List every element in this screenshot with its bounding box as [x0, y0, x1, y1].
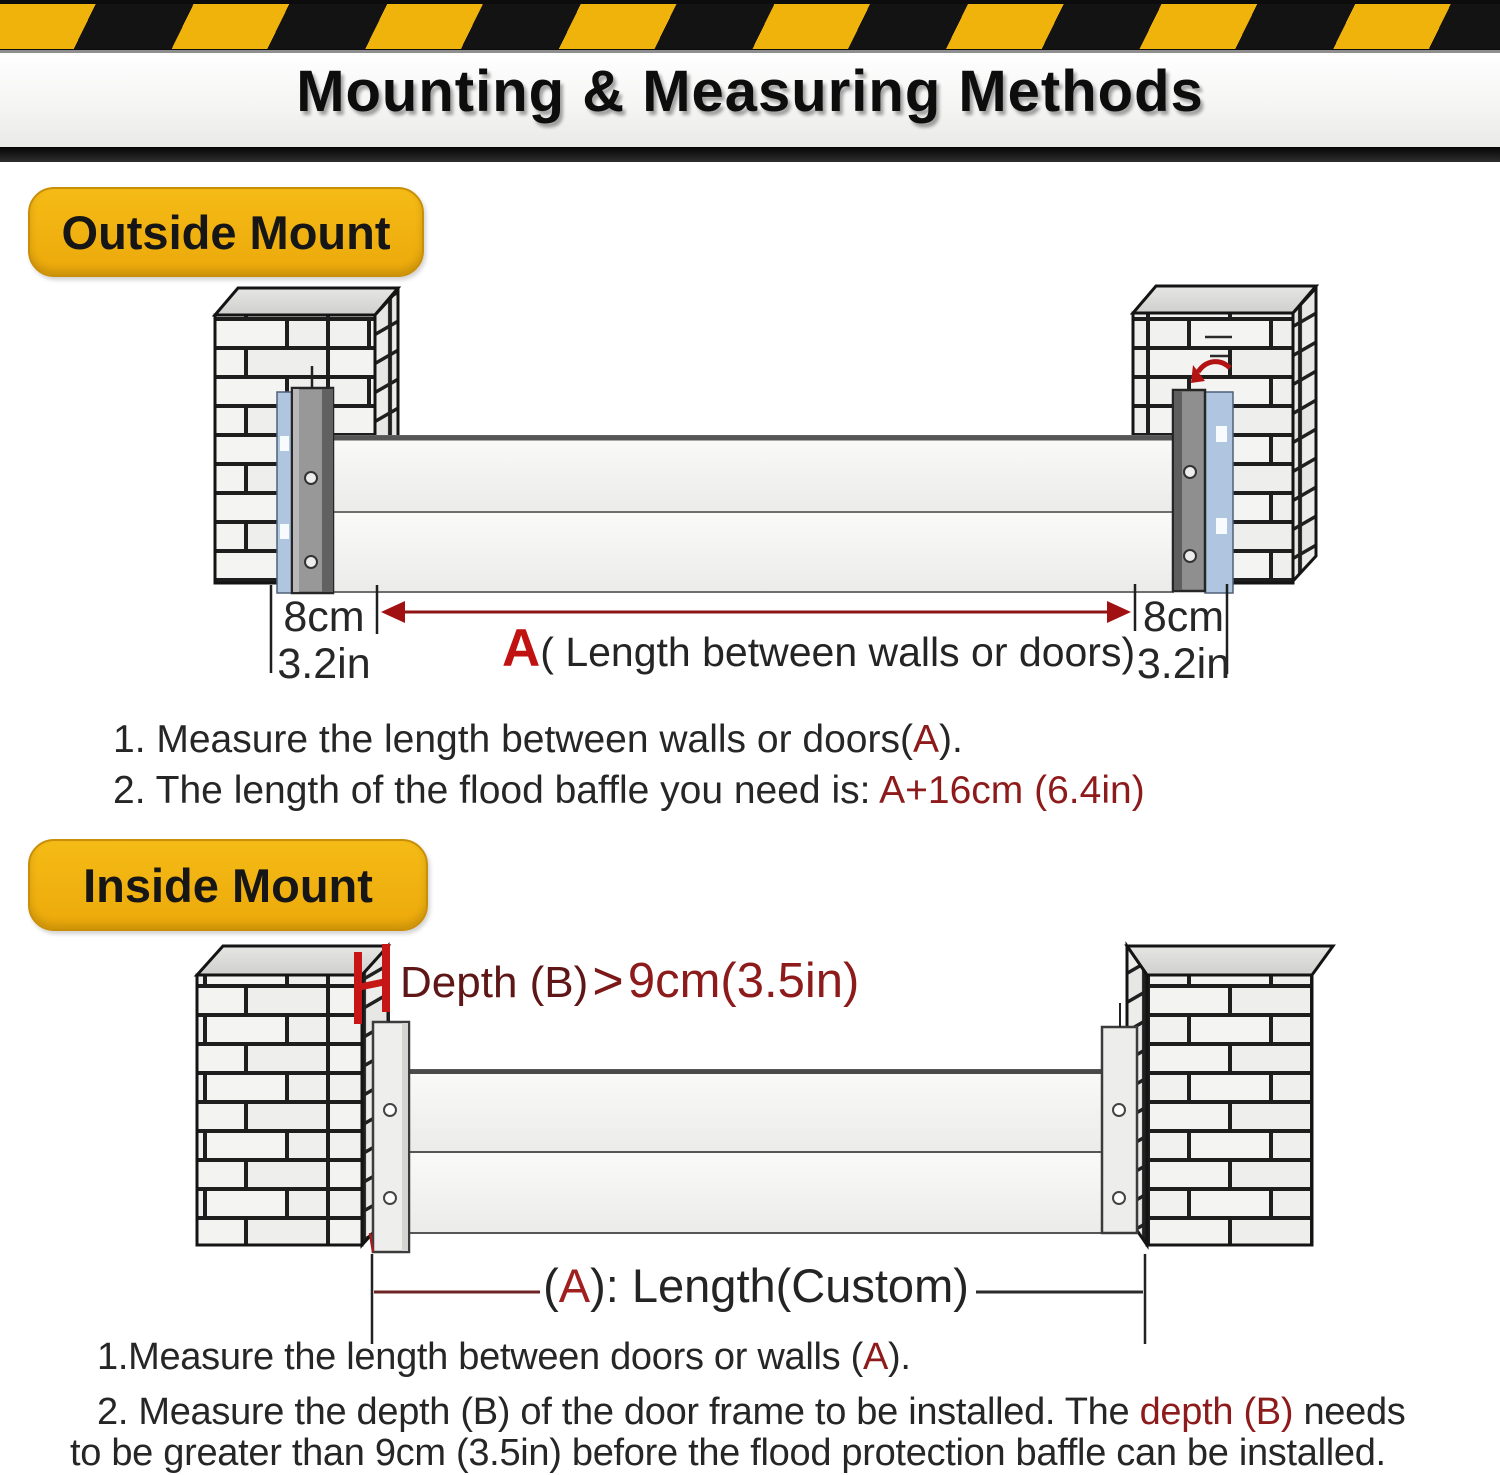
- depth-b-text: Depth (B): [400, 958, 589, 1007]
- left-overlap-dimension: [268, 594, 380, 688]
- right-overlap-dimension: [1136, 594, 1231, 688]
- outside-step-1-a: A: [912, 718, 939, 761]
- inside-step-1: [97, 1336, 911, 1379]
- outside-step-1: [113, 718, 963, 762]
- outside-mount-badge-label: Outside Mount: [61, 205, 391, 259]
- channel-bracket-right: [1102, 1003, 1137, 1233]
- seal-strip-right: [1205, 392, 1233, 593]
- inside-step-2-depth: depth (B): [1139, 1391, 1294, 1433]
- inside-step-2-line-1: [97, 1391, 1406, 1434]
- outside-step-2: [113, 769, 1145, 813]
- flood-barrier-panels-inside: [408, 1070, 1102, 1233]
- outside-mount-badge: [28, 187, 424, 277]
- inside-right-pillar: [1127, 946, 1333, 1245]
- inside-step-2-tail: needs: [1293, 1391, 1406, 1433]
- inside-step-2-text: 2. Measure the depth (B) of the door frame to be installed. The: [97, 1391, 1140, 1433]
- mount-bracket-left: [292, 366, 333, 593]
- outside-step-1-text: 1. Measure the length between walls or doors(: [113, 718, 913, 761]
- length-custom-rest: ): Length(Custom): [590, 1259, 969, 1312]
- left-overlap-in: 3.2in: [277, 640, 371, 688]
- outside-step-2-formula: A+16cm (6.4in): [879, 769, 1145, 812]
- length-custom-a: A: [558, 1259, 591, 1312]
- length-a-label: [502, 618, 1135, 679]
- inside-step-2-line-2: [70, 1432, 1386, 1475]
- length-custom-open: (: [543, 1259, 559, 1312]
- inside-step-1-text: 1.Measure the length between doors or walls (: [97, 1336, 863, 1378]
- channel-bracket-left: [370, 999, 409, 1252]
- hazard-stripe-band: [0, 4, 1500, 49]
- inside-mount-badge: [28, 839, 428, 931]
- inside-step-1-a: A: [862, 1336, 888, 1378]
- outside-step-1-tail: ).: [938, 718, 963, 761]
- outside-step-2-text: 2. The length of the flood baffle you need is:: [113, 769, 880, 812]
- seal-strip-left: [277, 392, 292, 593]
- mount-bracket-right: [1173, 390, 1205, 591]
- depth-b-label: [400, 948, 859, 1010]
- left-overlap-cm: 8cm: [283, 593, 365, 641]
- length-a-description: ( Length between walls or doors): [540, 629, 1136, 675]
- right-overlap-cm: 8cm: [1142, 593, 1225, 641]
- greater-than-sign: >: [592, 951, 624, 1011]
- length-custom-label: [456, 1258, 1056, 1313]
- page-title: Mounting & Measuring Methods: [296, 59, 1204, 124]
- inside-step-1-tail: ).: [887, 1336, 911, 1378]
- header-divider-bar: [0, 147, 1500, 162]
- depth-b-value: 9cm(3.5in): [627, 954, 860, 1008]
- flood-barrier-panels-outside: [333, 436, 1173, 592]
- inside-step-2-continued: to be greater than 9cm (3.5in) before the flood protection baffle can be installed.: [70, 1432, 1386, 1474]
- length-a-letter: A: [502, 619, 541, 678]
- inside-mount-badge-label: Inside Mount: [83, 858, 373, 912]
- right-overlap-in: 3.2in: [1136, 640, 1231, 688]
